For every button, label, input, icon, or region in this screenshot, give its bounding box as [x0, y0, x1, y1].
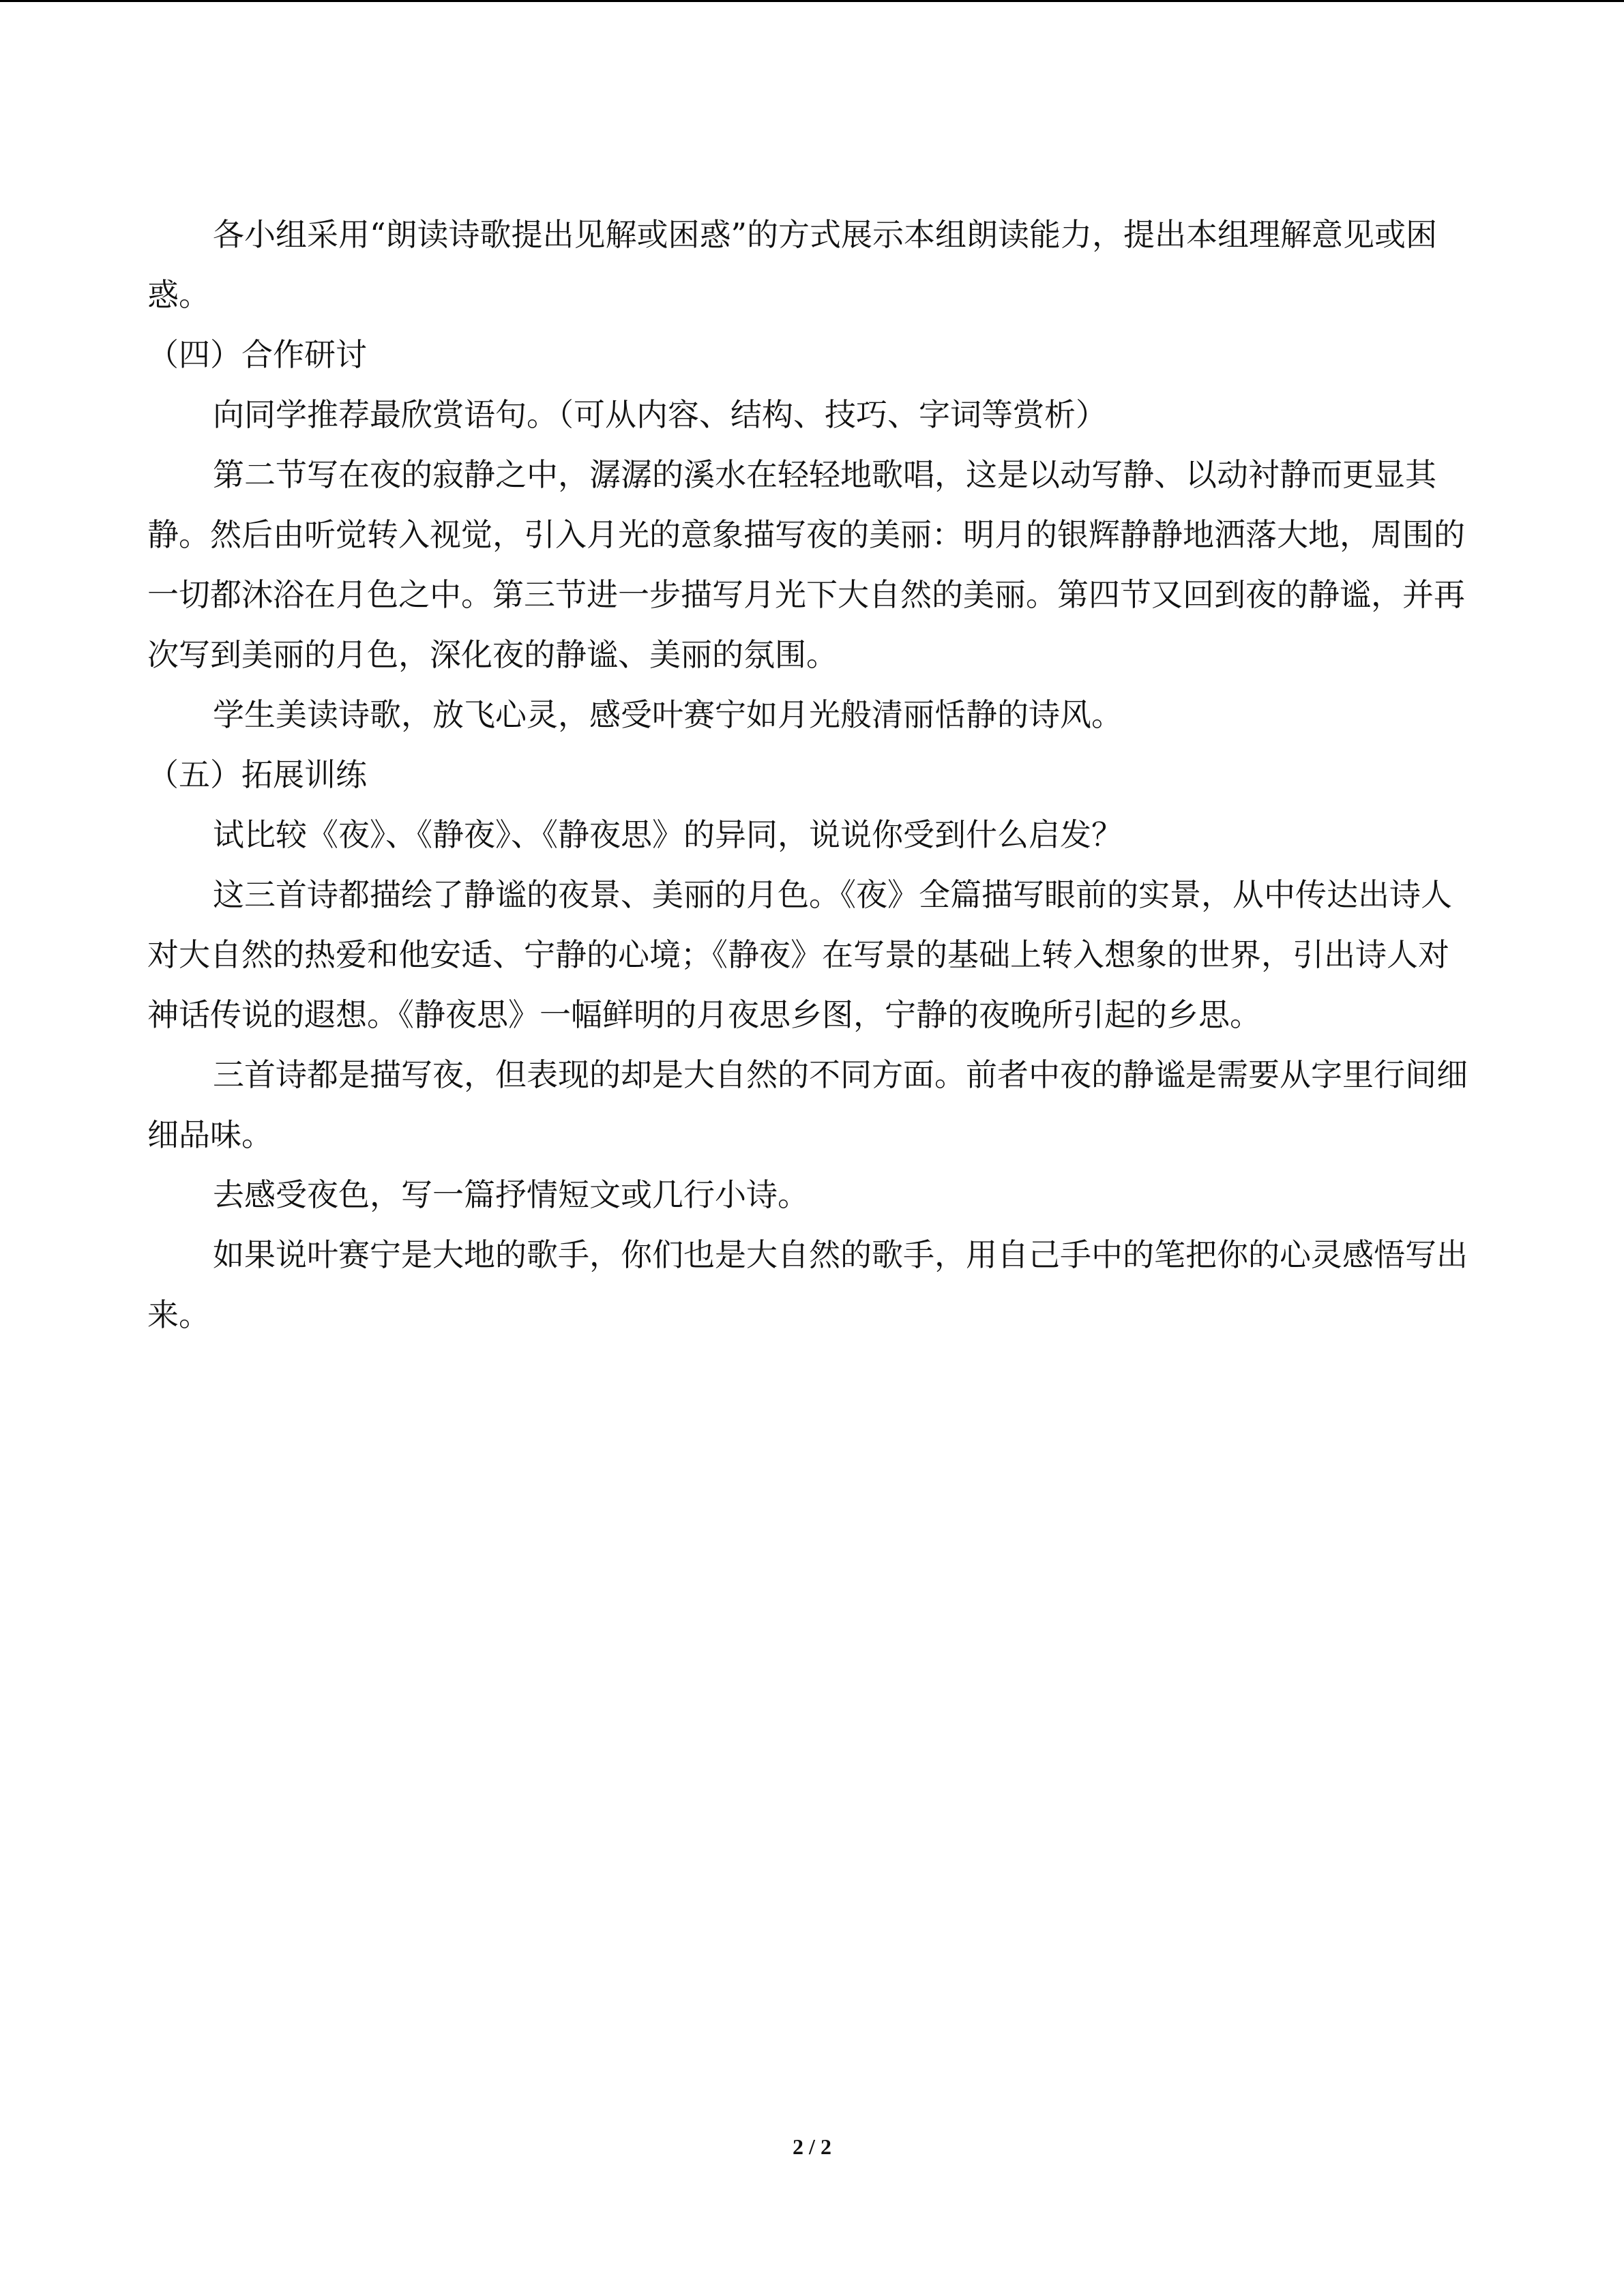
paragraph-closing: 如果说叶赛宁是大地的歌手，你们也是大自然的歌手，用自己手中的笔把你的心灵感悟写出来。 — [147, 1236, 1468, 1333]
paragraph-compare-answer: 这三首诗都描绘了静谧的夜景、美丽的月色。《夜》全篇描写眼前的实景，从中传达出诗人对大自然的热爱和他安适、宁静的心境；《静夜》在写景的基础上转入想象的世界，引出诗人对神话传说的遐想。《静夜思》一幅鲜明的月夜思乡图，宁静的夜晚所引起的乡思。 — [147, 876, 1452, 1033]
document-body — [147, 205, 1471, 1345]
paragraph-differences: 三首诗都是描写夜，但表现的却是大自然的不同方面。前者中夜的静谧是需要从字里行间细细品味。 — [147, 1056, 1468, 1153]
paragraph-writing-task: 去感受夜色，写一篇抒情短文或几行小诗。 — [213, 1176, 809, 1213]
paragraph-recommend-sentences: 向同学推荐最欣赏语句。（可从内容、结构、技巧、字词等赏析） — [213, 396, 1107, 433]
paragraph-compare-question: 试比较《夜》、《静夜》、《静夜思》的异同，说说你受到什么启发？ — [213, 816, 1123, 853]
paragraph-analysis: 第二节写在夜的寂静之中，潺潺的溪水在轻轻地歌唱，这是以动写静、以动衬静而更显其静。然后由听觉转入视觉，引入月光的意象描写夜的美丽：明月的银辉静静地洒落大地，周围的一切都沐浴在月色之中。第三节进一步描写月光下大自然的美丽。第四节又回到夜的静谧，并再次写到美丽的月色，深化夜的静谧、美丽的氛围。 — [147, 456, 1465, 673]
paragraph-group-reading: 各小组采用“朗读诗歌提出见解或困惑”的方式展示本组朗读能力，提出本组理解意见或困惑。 — [147, 216, 1438, 313]
paragraph-reading-aloud: 学生美读诗歌，放飞心灵，感受叶赛宁如月光般清丽恬静的诗风。 — [213, 696, 1123, 733]
section-heading-cooperative-discussion: （四）合作研讨 — [147, 336, 367, 373]
section-heading-extension-training: （五）拓展训练 — [147, 756, 367, 793]
page-number: 2 / 2 — [793, 2134, 831, 2159]
top-border-line — [0, 0, 1624, 2]
